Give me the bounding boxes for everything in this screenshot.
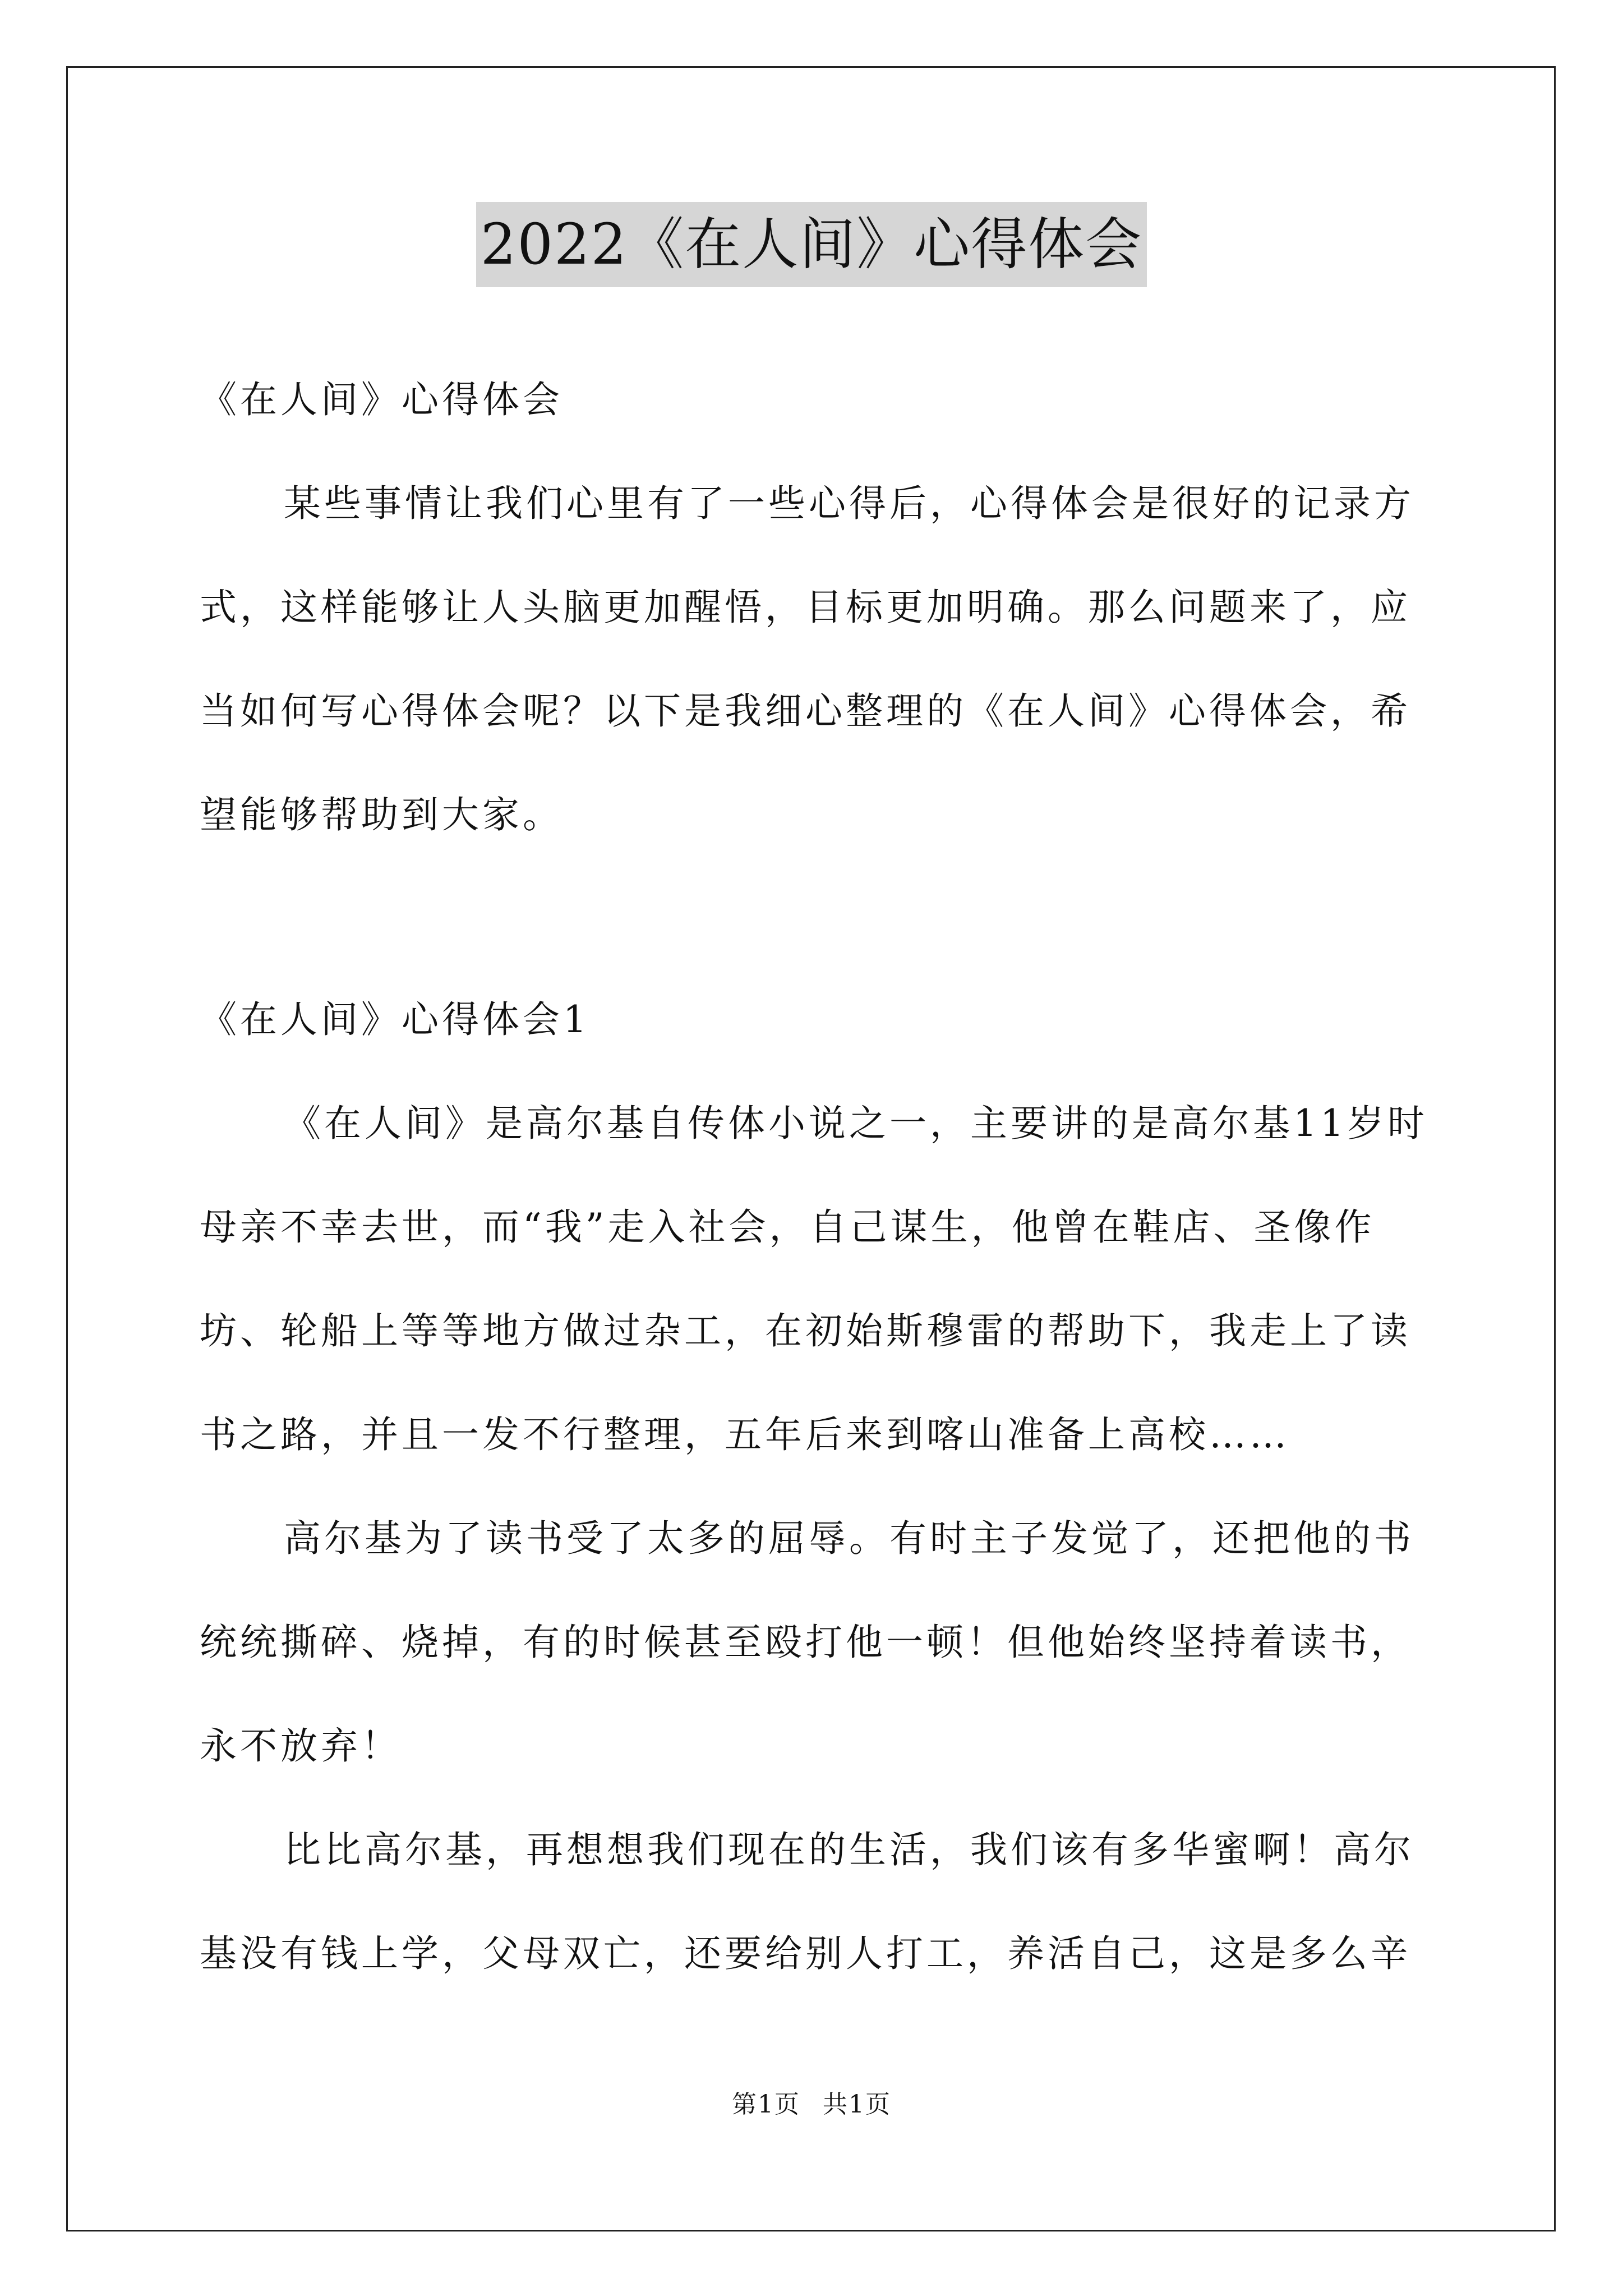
section-heading: 《在人间》心得体会 bbox=[200, 378, 563, 421]
paragraph-line: 某些事情让我们心里有了一些心得后，心得体会是很好的记录方 bbox=[284, 482, 1414, 525]
paragraph-line: 母亲不幸去世，而“我”走入社会，自己谋生，他曾在鞋店、圣像作 bbox=[200, 1205, 1375, 1249]
paragraph-line: 统统撕碎、烧掉，有的时候甚至殴打他一顿！但他始终坚持着读书， bbox=[200, 1621, 1411, 1664]
paragraph-line: 比比高尔基，再想想我们现在的生活，我们该有多华蜜啊！高尔 bbox=[284, 1828, 1414, 1871]
page-number: 第1页 bbox=[732, 2090, 800, 2119]
page-total: 共1页 bbox=[823, 2090, 891, 2119]
spacer bbox=[200, 867, 1433, 968]
paragraph-line: 高尔基为了读书受了太多的屈辱。有时主子发觉了，还把他的书 bbox=[284, 1517, 1414, 1560]
title-area bbox=[0, 202, 1623, 287]
document-body bbox=[200, 348, 1433, 2005]
paragraph-line: 式，这样能够让人头脑更加醒悟，目标更加明确。那么问题来了，应 bbox=[200, 586, 1411, 629]
paragraph-line: 基没有钱上学，父母双亡，还要给别人打工，养活自己，这是多么辛 bbox=[200, 1932, 1411, 1975]
paragraph-line: 望能够帮助到大家。 bbox=[200, 793, 563, 836]
page-footer bbox=[0, 2088, 1623, 2122]
document-title: 2022《在人间》心得体会 bbox=[476, 202, 1147, 287]
paragraph-line: 永不放弃！ bbox=[200, 1724, 402, 1768]
section-heading: 《在人间》心得体会1 bbox=[200, 998, 590, 1041]
paragraph-line: 书之路，并且一发不行整理，五年后来到喀山准备上高校…… bbox=[200, 1413, 1290, 1456]
paragraph-line: 坊、轮船上等等地方做过杂工，在初始斯穆雷的帮助下，我走上了读 bbox=[200, 1309, 1411, 1352]
paragraph-line: 当如何写心得体会呢？以下是我细心整理的《在人间》心得体会，希 bbox=[200, 689, 1411, 733]
paragraph-line: 《在人间》是高尔基自传体小说之一，主要讲的是高尔基11岁时 bbox=[284, 1102, 1428, 1145]
